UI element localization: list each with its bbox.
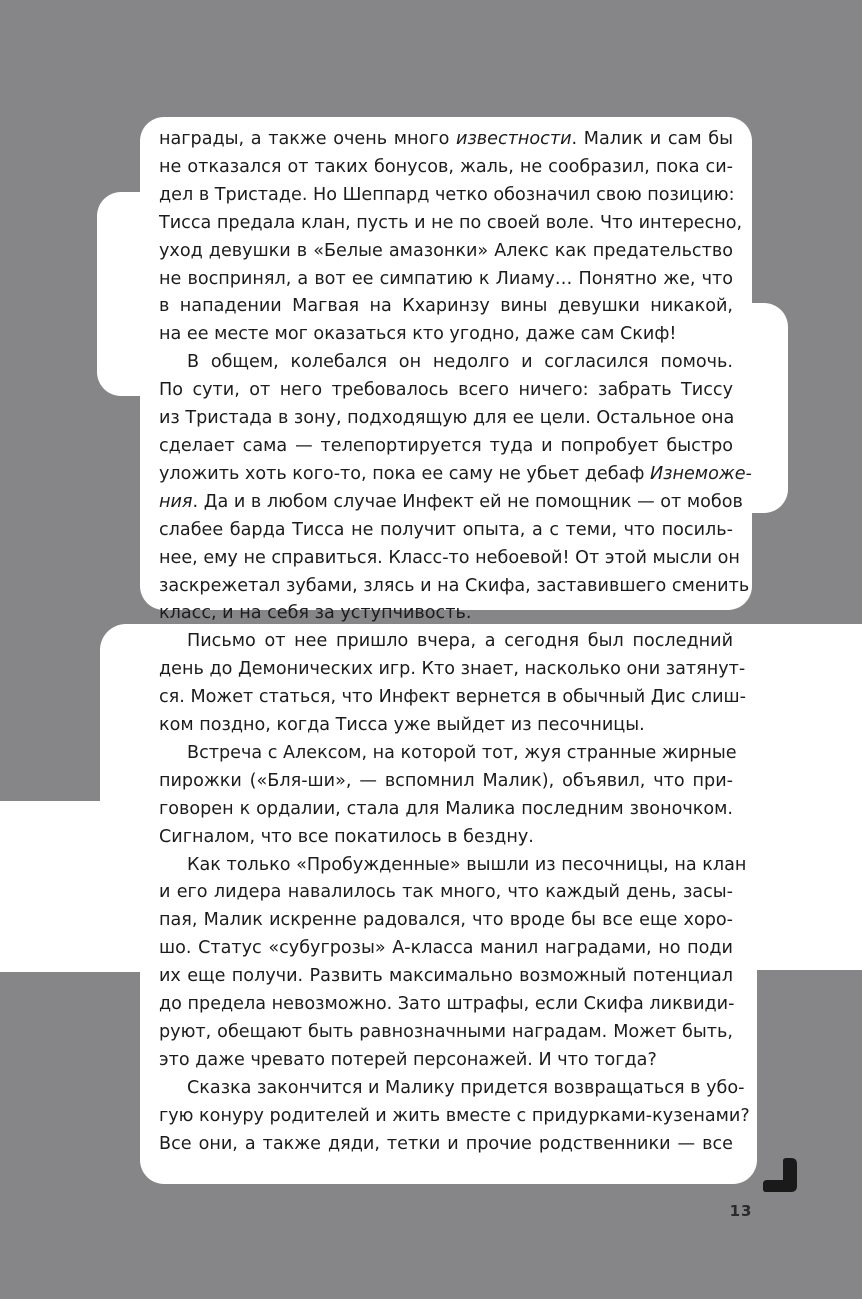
text-line	[159, 1131, 733, 1159]
text-line	[159, 824, 733, 852]
text-line	[159, 684, 746, 712]
text-line	[159, 628, 733, 656]
text-line	[159, 1075, 745, 1103]
text-run: это даже чревато потерей персонажей. И что тогда?	[159, 1049, 657, 1070]
text-run: из Тристада в зону, подходящую для ее цели. Остальное она	[159, 408, 735, 429]
text-line	[159, 1019, 733, 1047]
page-number: 13	[729, 1202, 753, 1220]
text-line	[159, 182, 733, 210]
paragraph	[159, 740, 737, 852]
text-line	[159, 768, 733, 796]
text-line	[159, 349, 733, 377]
text-line	[159, 126, 733, 154]
text-line	[159, 907, 733, 935]
text-run: . Малик и сам бы	[571, 129, 733, 149]
text-line	[159, 238, 733, 266]
text-run: По сути, от него требовалось всего ничего: забрать Тиссу	[159, 380, 733, 401]
text-run: Сигналом, что все покатилось в бездну.	[159, 826, 534, 847]
text-run: пая, Малик искренне радовался, что вроде бы все еще хоро-	[159, 910, 733, 931]
italic-term: Изнеможе-	[649, 463, 752, 484]
text-run: сделает сама — телепортируется туда и попробует быстро	[159, 435, 733, 456]
paragraph	[159, 349, 752, 628]
text-line	[159, 796, 733, 824]
main-text	[159, 126, 752, 1159]
paragraph	[159, 628, 746, 740]
text-run: не воспринял, а вот ее симпатию к Лиаму… Понятно же, что	[159, 268, 733, 289]
text-run: Письмо от нее пришло вчера, а сегодня был последний	[187, 631, 733, 652]
text-run: . Да и в любом случае Инфект ей не помощник — от мобов	[192, 491, 743, 512]
text-line	[159, 405, 733, 433]
text-run: Как только «Пробужденные» вышли из песочницы, на клан	[187, 854, 747, 875]
text-line	[159, 935, 733, 963]
text-run: пирожки («Бля-ши», — вспомнил Малик), объявил, что при-	[159, 770, 733, 791]
text-line	[159, 545, 740, 573]
paragraph	[159, 852, 747, 1075]
text-run: их еще получи. Развить максимально возможный потенциал	[159, 966, 733, 987]
text-run: гую конуру родителей и жить вместе с придурками-кузенами?	[159, 1105, 750, 1126]
text-run: заскрежетал зубами, злясь и на Скифа, заставившего сменить	[159, 575, 750, 596]
text-run: Тисса предала клан, пусть и не по своей воле. Что интересно,	[159, 212, 743, 233]
text-run: шо. Статус «субугрозы» А-класса манил наградами, но поди	[159, 938, 733, 959]
text-line	[159, 852, 747, 880]
text-run: и его лидера навалилось так много, что каждый день, засы-	[159, 882, 733, 903]
text-line	[159, 963, 733, 991]
text-line	[159, 293, 733, 321]
text-line	[159, 461, 752, 489]
text-run: Все они, а также дяди, тетки и прочие родственники — все	[159, 1133, 733, 1154]
text-line	[159, 1103, 750, 1131]
text-line	[159, 321, 733, 349]
paragraph	[159, 126, 743, 349]
text-run: руют, обещают быть равнозначными наградам. Может быть,	[159, 1022, 733, 1042]
text-run: В общем, колебался он недолго и согласился помочь.	[187, 352, 733, 373]
text-run: уход девушки в «Белые амазонки» Алекс как предательство	[159, 240, 733, 261]
text-run: говорен к ордалии, стала для Малика последним звоночком.	[159, 798, 733, 819]
text-run: слабее барда Тисса не получит опыта, а с теми, что посиль-	[159, 519, 733, 540]
text-line	[159, 600, 733, 628]
text-run: ком поздно, когда Тисса уже выйдет из песочницы.	[159, 715, 645, 736]
text-run: Встреча с Алексом, на которой тот, жуя странные жирные	[187, 742, 737, 763]
text-line	[159, 489, 743, 517]
text-run: награды, а также очень много	[159, 129, 457, 149]
text-run: не отказался от таких бонусов, жаль, не сообразил, пока си-	[159, 156, 733, 177]
text-line	[159, 266, 733, 294]
text-run: ся. Может статься, что Инфект вернется в обычный Дис слиш-	[159, 687, 746, 708]
italic-term: известности	[456, 129, 572, 149]
text-line	[159, 573, 750, 601]
italic-term: ния	[159, 491, 193, 512]
text-run: уложить хоть кого-то, пока ее саму не убьет дебаф	[159, 463, 650, 484]
text-run: день до Демонических игр. Кто знает, насколько они затянут-	[159, 659, 746, 680]
text-run: дел в Тристаде. Но Шеппард четко обозначил свою позицию:	[159, 184, 735, 205]
text-run: в нападении Магвая на Кхаринзу вины девушки никакой,	[159, 296, 733, 317]
text-line	[159, 433, 733, 461]
text-run: нее, ему не справиться. Класс-то небоевой! От этой мысли он	[159, 547, 740, 568]
text-line	[159, 879, 733, 907]
text-line	[159, 377, 733, 405]
text-run: на ее месте мог оказаться кто угодно, даже сам Скиф!	[159, 324, 677, 345]
text-line	[159, 656, 746, 684]
text-line	[159, 1047, 733, 1075]
text-run: класс, и на себя за уступчивость.	[159, 603, 472, 624]
text-run: Сказка закончится и Малику придется возвращаться в убо-	[187, 1077, 745, 1098]
text-run: до предела невозможно. Зато штрафы, если Скифа ликвиди-	[159, 994, 735, 1015]
corner-mark-icon	[763, 1158, 797, 1192]
text-line	[159, 991, 733, 1019]
paragraph	[159, 1075, 750, 1159]
text-line	[159, 154, 733, 182]
text-line	[159, 712, 733, 740]
text-line	[159, 517, 733, 545]
text-line	[159, 740, 737, 768]
text-line	[159, 210, 743, 238]
